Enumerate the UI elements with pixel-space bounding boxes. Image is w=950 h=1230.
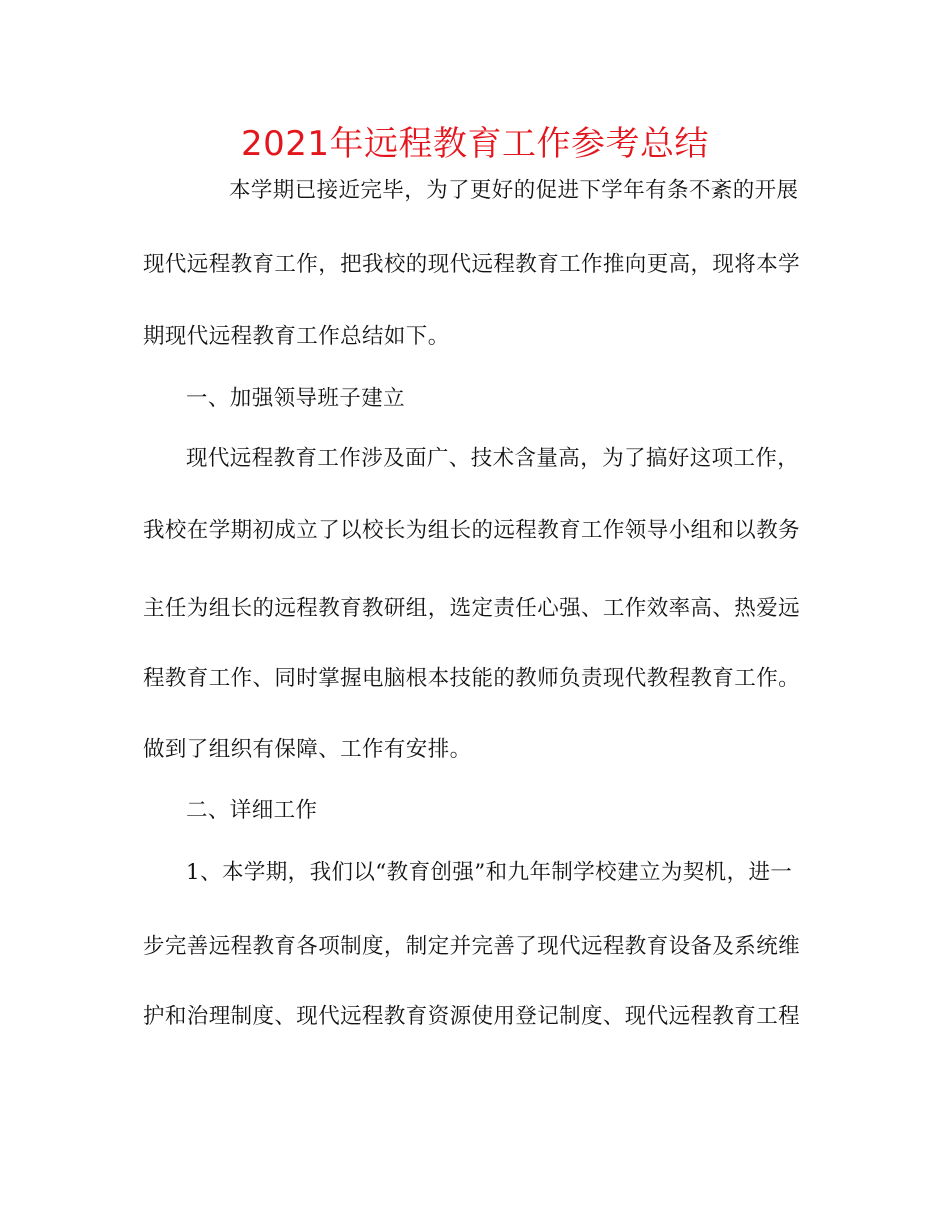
paragraph-line: 护和治理制度、现代远程教育资源使用登记制度、现代远程教育工程	[143, 1004, 801, 1029]
section-heading: 二、详细工作	[186, 798, 318, 823]
paragraph-line: 步完善远程教育各项制度，制定并完善了现代远程教育设备及系统维	[143, 934, 801, 959]
paragraph-line: 现代远程教育工作，把我校的现代远程教育工作推向更高，现将本学	[143, 252, 801, 277]
paragraph-line: 期现代远程教育工作总结如下。	[143, 324, 450, 349]
section-heading: 一、加强领导班子建立	[186, 386, 406, 411]
paragraph-line: 程教育工作、同时掌握电脑根本技能的教师负责现代教程教育工作。	[143, 666, 801, 691]
paragraph-line: 我校在学期初成立了以校长为组长的远程教育工作领导小组和以教务	[143, 518, 801, 543]
paragraph-line: 现代远程教育工作涉及面广、技术含量高，为了搞好这项工作，	[186, 446, 800, 471]
paragraph-line: 本学期已接近完毕，为了更好的促进下学年有条不紊的开展	[229, 178, 799, 203]
document-title: 2021年远程教育工作参考总结	[240, 124, 710, 164]
paragraph-line: 做到了组织有保障、工作有安排。	[143, 737, 472, 762]
paragraph-line: 主任为组长的远程教育教研组，选定责任心强、工作效率高、热爱远	[143, 596, 801, 621]
paragraph-line: 1、本学期，我们以“教育创强”和九年制学校建立为契机，进一	[186, 860, 793, 885]
